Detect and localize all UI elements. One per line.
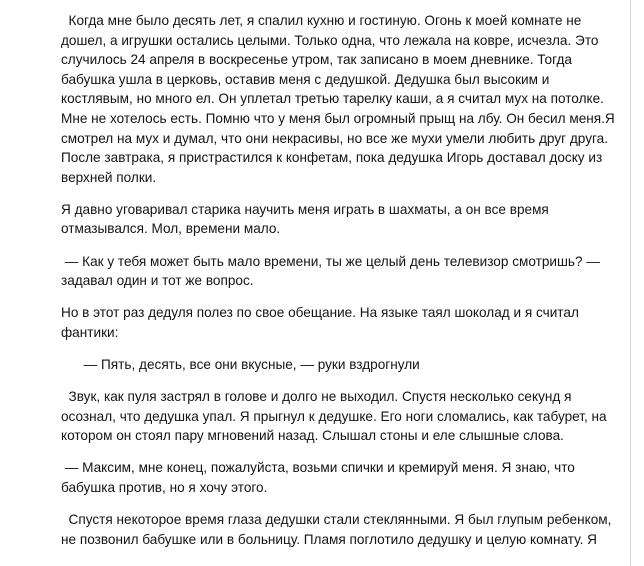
text-line: — Пять, десять, все они вкусные, — руки вздрогнули bbox=[61, 356, 420, 372]
paragraph-spacing bbox=[61, 291, 636, 304]
paragraph bbox=[61, 510, 636, 549]
paragraph-spacing bbox=[61, 187, 636, 200]
paragraph-spacing bbox=[61, 375, 636, 388]
paragraph-spacing bbox=[61, 239, 636, 252]
text-line: После завтрака, я пристрастился к конфетам, пока дедушка Игорь доставал доску из bbox=[61, 150, 603, 166]
text-line: не позвонил бабушке или в больницу. Пламя поглотило дедушку и целую комнату. Я bbox=[61, 531, 597, 547]
text-line: отмазывался. Мол, времени мало. bbox=[61, 221, 281, 237]
text-line: дошел, а игрушки остались целыми. Только одна, что лежала на ковре, исчезла. Это bbox=[61, 32, 599, 48]
paragraph-spacing bbox=[61, 497, 636, 510]
text-line: смотрел на мух и думал, что они некрасивы, но все же мухи умели любить друг друга. bbox=[61, 130, 608, 146]
paragraph bbox=[61, 200, 636, 239]
text-line: фантики: bbox=[61, 324, 119, 340]
text-line: задавал один и тот же вопрос. bbox=[61, 273, 254, 289]
text-line: Но в этот раз дедуля полез по свое обещание. На языке таял шоколад и я считал bbox=[61, 305, 579, 321]
paragraph bbox=[61, 11, 636, 187]
paragraph bbox=[61, 387, 636, 446]
paragraph bbox=[61, 458, 636, 497]
text-line: Звук, как пуля застрял в голове и долго не выходил. Спустя несколько секунд я bbox=[61, 389, 572, 404]
text-line: — Как у тебя может быть мало времени, ты же целый день телевизор смотришь? — bbox=[61, 253, 600, 269]
text-line: бабушка против, но я хочу этого. bbox=[61, 479, 268, 495]
text-line: бабушка ушла в церковь, оставив меня с дедушкой. Дедушка был высоким и bbox=[61, 71, 550, 87]
text-line: Мне не хотелось есть. Помню что у меня был огромный прыщ на лбу. Он бесил меня.Я bbox=[61, 110, 615, 126]
text-line: Спустя некоторое время глаза дедушки стали стеклянными. Я был глупым ребенком, bbox=[61, 511, 612, 527]
paragraph bbox=[61, 355, 636, 375]
document-text bbox=[61, 11, 636, 549]
text-line: верхней полки. bbox=[61, 169, 157, 185]
paragraph-spacing bbox=[61, 446, 636, 459]
text-line: котором он стоял пару мгновений назад. Слышал стоны и еле слышные слова. bbox=[61, 428, 564, 444]
text-line: случилось 24 апреля в воскресенье утром, так записано в моем дневнике. Тогда bbox=[61, 52, 572, 68]
text-line: Я давно уговаривал старика научить меня играть в шахматы, а он все время bbox=[61, 201, 549, 217]
text-line: — Максим, мне конец, пожалуйста, возьми спички и кремируй меня. Я знаю, что bbox=[61, 460, 575, 476]
text-line: осознал, что дедушка упал. Я прыгнул к дедушке. Его ноги сломались, как табурет, на bbox=[61, 408, 607, 424]
text-line: костлявым, но много ел. Он уплетал третью тарелку каши, а я считал мух на потолке. bbox=[61, 91, 604, 107]
paragraph bbox=[61, 303, 636, 342]
paragraph bbox=[61, 252, 636, 291]
paragraph-spacing bbox=[61, 342, 636, 355]
text-line: Когда мне было десять лет, я спалил кухню и гостиную. Огонь к моей комнате не bbox=[61, 13, 582, 28]
